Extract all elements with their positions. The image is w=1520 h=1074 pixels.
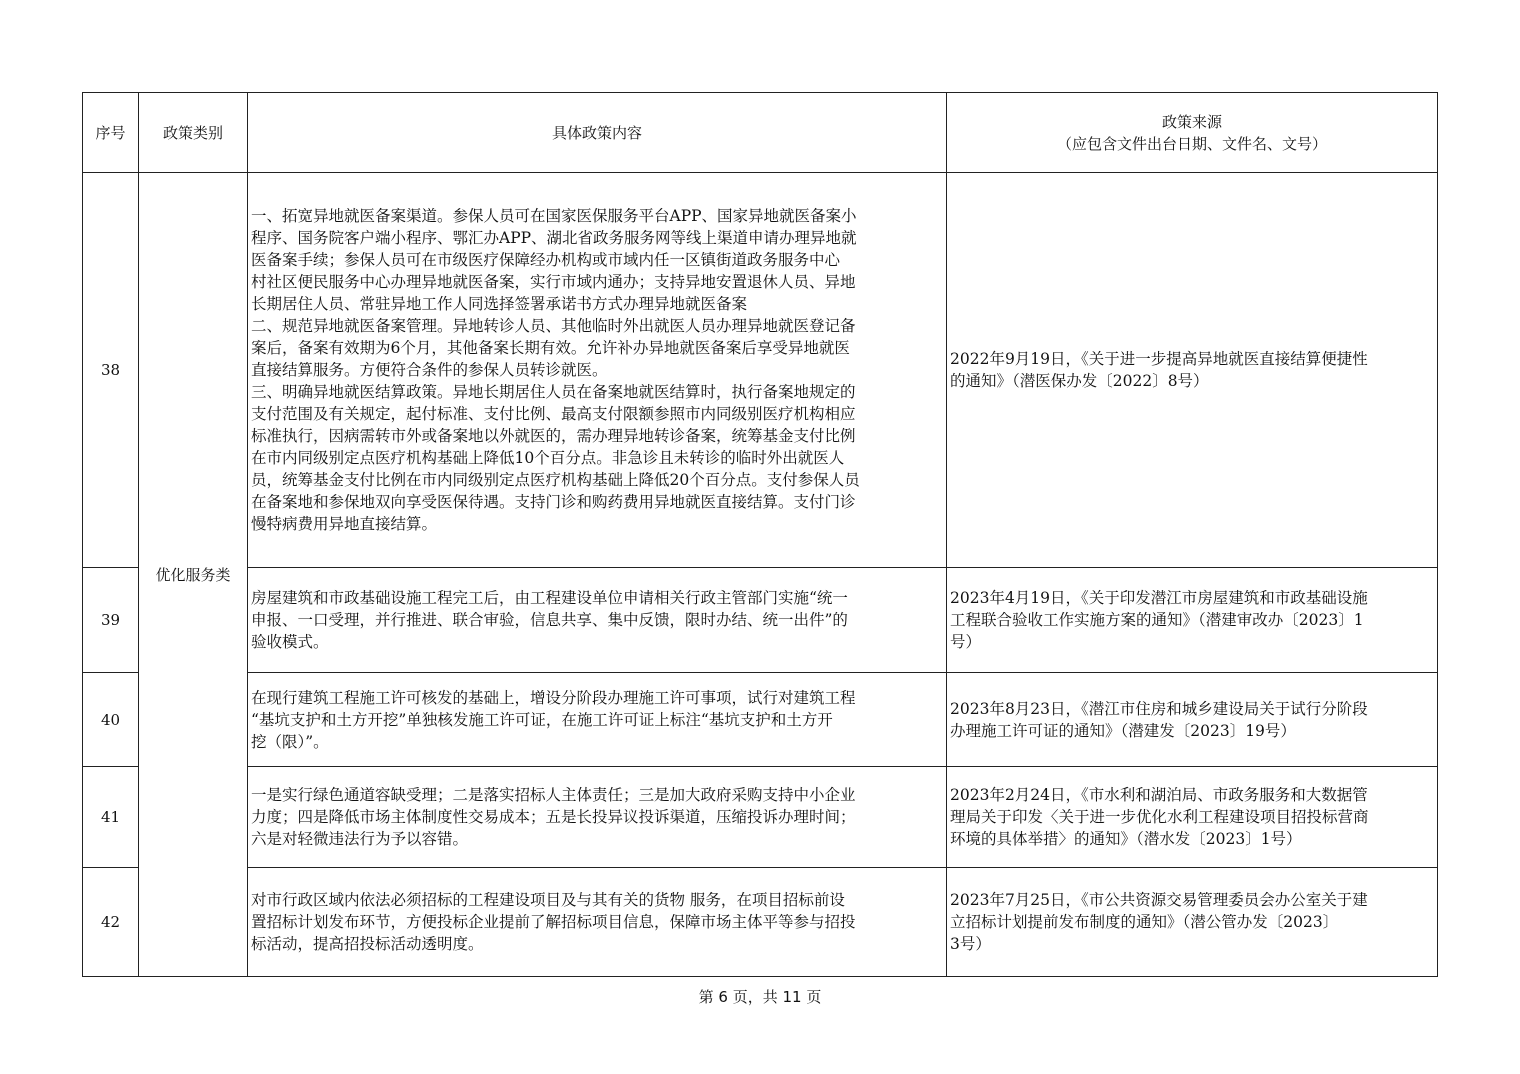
policy-category: 优化服务类 bbox=[139, 173, 248, 977]
policy-source: 2023年2月24日，《市水利和湖泊局、市政务服务和大数据管 理局关于印发〈关于进一步优化水利工程建设项目招投标营商 环境的具体举措〉的通知》（潜水发〔2023〕1号） bbox=[947, 767, 1438, 868]
header-no: 序号 bbox=[83, 93, 139, 173]
table-row bbox=[83, 767, 1438, 868]
footer-prefix: 第 bbox=[698, 988, 714, 1006]
footer-total-pages: 11 bbox=[782, 988, 802, 1006]
header-content: 具体政策内容 bbox=[248, 93, 947, 173]
policy-source: 2023年8月23日，《潜江市住房和城乡建设局关于试行分阶段 办理施工许可证的通知》（潜建发〔2023〕19号） bbox=[947, 673, 1438, 767]
policy-content: 一、拓宽异地就医备案渠道。参保人员可在国家医保服务平台APP、国家异地就医备案小 程序、国务院客户端小程序、鄂汇办APP、湖北省政务服务网等线上渠道申请办理异地就 医备案手续；参保人员可在市级医疗保障经办机构或市域内任一区镇街道政务服务中心 村社区便民服务中心办理异地就医备案，实行市域内通办；支持异地安置退休人员、异地 长期居住人员、常驻异地工作人同选择签署承诺书方式办理异地就医备案 二、规范异地就医备案管理。异地转诊人员、其他临时外出就医人员办理异地就医登记备 案后，备案有效期为6个月，其他备案长期有效。允许补办异地就医备案后享受异地就医 直接结算服务。方便符合条件的参保人员转诊就医。 三、明确异地就医结算政策。异地长期居住人员在备案地就医结算时，执行备案地规定的 支付范围及有关规定，起付标准、支付比例、最高支付限额参照市内同级别医疗机构相应 标准执行，因病需转市外或备案地以外就医的，需办理异地转诊备案，统筹基金支付比例 在市内同级别定点医疗机构基础上降低10个百分点。非急诊且未转诊的临时外出就医人 员，统筹基金支付比例在市内同级别定点医疗机构基础上降低20个百分点。支付参保人员 在备案地和参保地双向享受医保待遇。支持门诊和购药费用异地就医直接结算。支付门诊 慢特病费用异地直接结算。 bbox=[248, 173, 947, 568]
table-row bbox=[83, 673, 1438, 767]
policy-content: 对市行政区域内依法必须招标的工程建设项目及与其有关的货物 服务，在项目招标前设 置招标计划发布环节，方便投标企业提前了解招标项目信息，保障市场主体平等参与招投 标活动，提高招投标活动透明度。 bbox=[248, 868, 947, 977]
header-source bbox=[947, 93, 1438, 173]
row-number: 41 bbox=[83, 767, 139, 868]
header-source-note: （应包含文件出台日期、文件名、文号） bbox=[1056, 134, 1327, 153]
row-number: 42 bbox=[83, 868, 139, 977]
policy-source: 2023年4月19日，《关于印发潜江市房屋建筑和市政基础设施 工程联合验收工作实施方案的通知》（潜建审改办〔2023〕1 号） bbox=[947, 568, 1438, 673]
row-number: 40 bbox=[83, 673, 139, 767]
page-footer bbox=[0, 986, 1520, 1007]
policy-content: 一是实行绿色通道容缺受理；二是落实招标人主体责任；三是加大政府采购支持中小企业 力度；四是降低市场主体制度性交易成本；五是长投异议投诉渠道，压缩投诉办理时间； 六是对轻微违法行为予以容错。 bbox=[248, 767, 947, 868]
header-category: 政策类别 bbox=[139, 93, 248, 173]
row-number: 39 bbox=[83, 568, 139, 673]
table-header-row bbox=[83, 93, 1438, 173]
row-number: 38 bbox=[83, 173, 139, 568]
table-row bbox=[83, 568, 1438, 673]
table-row bbox=[83, 173, 1438, 568]
footer-suffix: 页 bbox=[806, 988, 822, 1006]
policy-content: 房屋建筑和市政基础设施工程完工后，由工程建设单位申请相关行政主管部门实施“统一 申报、一口受理，并行推进、联合审验，信息共享、集中反馈，限时办结、统一出件”的 验收模式。 bbox=[248, 568, 947, 673]
table-row bbox=[83, 868, 1438, 977]
policy-content: 在现行建筑工程施工许可核发的基础上，增设分阶段办理施工许可事项，试行对建筑工程 “基坑支护和土方开挖”单独核发施工许可证，在施工许可证上标注“基坑支护和土方开 挖（限）”。 bbox=[248, 673, 947, 767]
policy-source: 2022年9月19日，《关于进一步提高异地就医直接结算便捷性 的通知》（潜医保办发〔2022〕8号） bbox=[947, 173, 1438, 568]
footer-middle: 页，共 bbox=[732, 988, 778, 1006]
footer-page-number: 6 bbox=[718, 988, 728, 1006]
policy-table bbox=[82, 92, 1438, 977]
policy-source: 2023年7月25日，《市公共资源交易管理委员会办公室关于建 立招标计划提前发布制度的通知》（潜公管办发〔2023〕 3号） bbox=[947, 868, 1438, 977]
header-source-title: 政策来源 bbox=[1161, 112, 1222, 131]
